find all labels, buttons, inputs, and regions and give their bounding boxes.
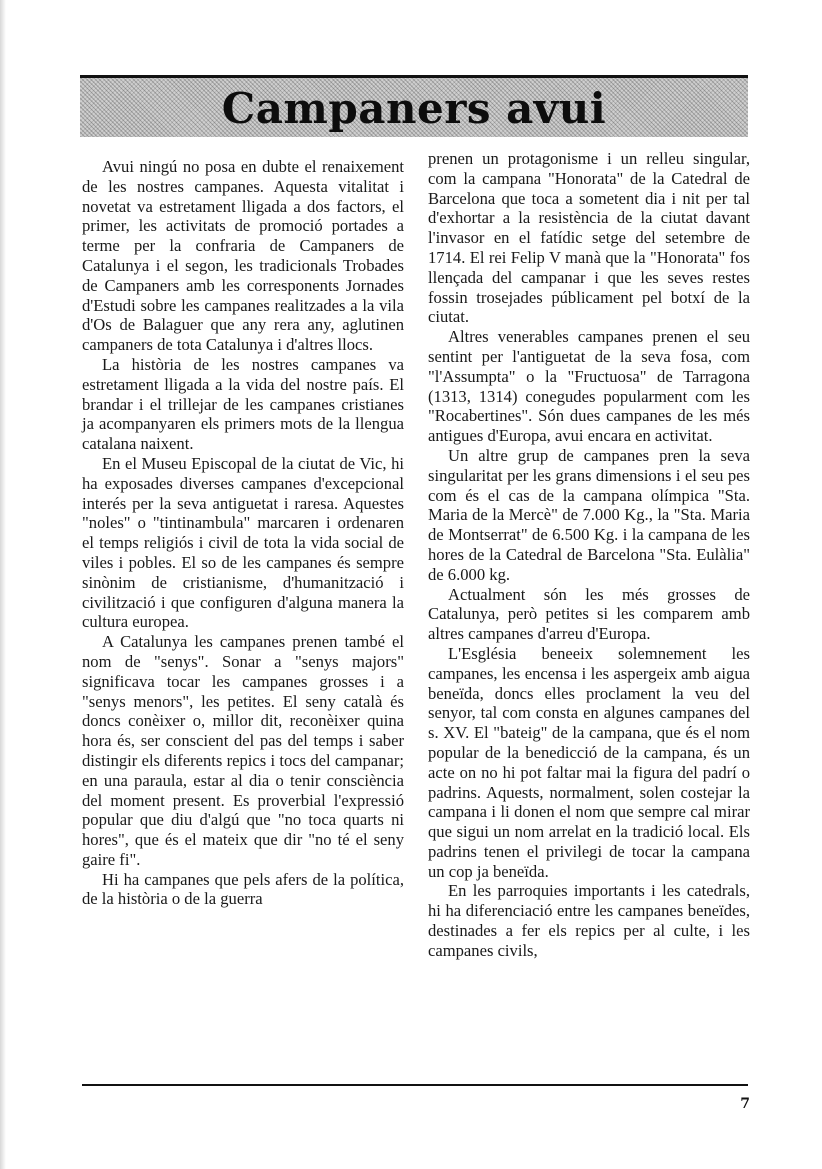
paragraph: Altres venerables campanes prenen el seu sentint per l'antiguetat de la seva fosa, com "l'Assumpta" o la "Fructuosa" de Tarragona (1313, 1314) conegudes popularment com les "Rocabertines". Són dues campanes de les més antigues d'Europa, avui encara en activitat. <box>428 327 750 446</box>
page-edge-shadow <box>0 0 6 1169</box>
paragraph: En les parroquies importants i les catedrals, hi ha diferenciació entre les campanes beneïdes, destinades a fer els repics per al culte, i les campanes civils, <box>428 881 750 960</box>
footer-rule <box>82 1084 748 1086</box>
right-column <box>428 149 750 961</box>
paragraph: Actualment són les més grosses de Catalunya, però petites si les comparem amb altres campanes d'arreu d'Europa. <box>428 584 750 644</box>
title-banner <box>80 75 748 137</box>
paragraph: L'Església beneeix solemnement les campanes, les encensa i les aspergeix amb aigua beneïda, doncs elles proclament la veu del senyor, tal com consta en algunes campanes del s. XV. El "bateig" de la campana, que és el nom popular de la benedicció de la campana, és un acte on no hi pot faltar mai la figura del padrí o padrins. Aquests, normalment, solen costejar la campana i li donen el nom que sempre cal mirar que sigui un nom arrelat en la tradició local. Els padrins tenen el privilegi de tocar la campana un cop ja beneïda. <box>428 643 750 881</box>
paragraph: Un altre grup de campanes pren la seva singularitat per les grans dimensions i el seu pes com és el cas de la campana olímpica "Sta. Maria de la Mercè" de 7.000 Kg., la "Sta. Maria de Montserrat" de 6.500 Kg. i la campana de les hores de la Catedral de Barcelona "Sta. Eulàlia" de 6.000 kg. <box>428 445 750 584</box>
paragraph: Hi ha campanes que pels afers de la política, de la història o de la guerra <box>82 869 404 909</box>
paragraph: Avui ningú no posa en dubte el renaixement de les nostres campanes. Aquesta vitalitat i novetat va estretament lligada a dos factors, el primer, les activitats de promoció portades a terme per la confraria de Campaners de Catalunya i el segon, les tradicionals Trobades de Campaners amb les corresponents Jornades d'Estudi sobre les campanes realitzades a la vila d'Os de Balaguer que any rera any, aglutinen campaners de tota Catalunya i d'altres llocs. <box>82 157 404 355</box>
page-title: Campaners avui <box>221 84 607 133</box>
left-column <box>82 157 404 909</box>
paragraph: La història de les nostres campanes va estretament lligada a la vida del nostre país. El brandar i el trillejar de les campanes cristianes ja acompanyaren els primers mots de la llengua catalana naixent. <box>82 354 404 454</box>
page-number: 7 <box>740 1096 750 1112</box>
paragraph: En el Museu Episcopal de la ciutat de Vic, hi ha exposades diverses campanes d'excepcional interés per la seva antiguetat i raresa. Aquestes "noles" o "tintinambula" marcaren i ordenaren el temps religiós i civil de tota la vida social de viles i pobles. El so de les campanes és sempre sinònim de cristianisme, d'humanització i civilització i que configuren d'alguna manera la cultura europea. <box>82 453 404 632</box>
paragraph: A Catalunya les campanes prenen també el nom de "senys". Sonar a "senys majors" significava tocar les campanes grosses i a "senys menors", les petites. El seny català és doncs conèixer o, millor dit, reconèixer quina hora és, ser conscient del pas del temps i saber distingir els diferents repics i tocs del campanar; en una paraula, estar al dia o tenir consciència del moment present. Es proverbial l'expressió popular que diu d'algú que "no toca quarts ni hores", que és el mateix que dir "no té el seny gaire fi". <box>82 632 404 869</box>
paragraph: prenen un protagonisme i un relleu singular, com la campana "Honorata" de la Catedral de Barcelona que toca a sometent dia i nit per tal d'exhortar a la resistència de la ciutat davant l'invasor en el fatídic setge del setembre de 1714. El rei Felip V manà que la "Honorata" fos llençada del campanar i que les seves restes fossin trosejades públicament pel botxí de la ciutat. <box>428 149 750 327</box>
